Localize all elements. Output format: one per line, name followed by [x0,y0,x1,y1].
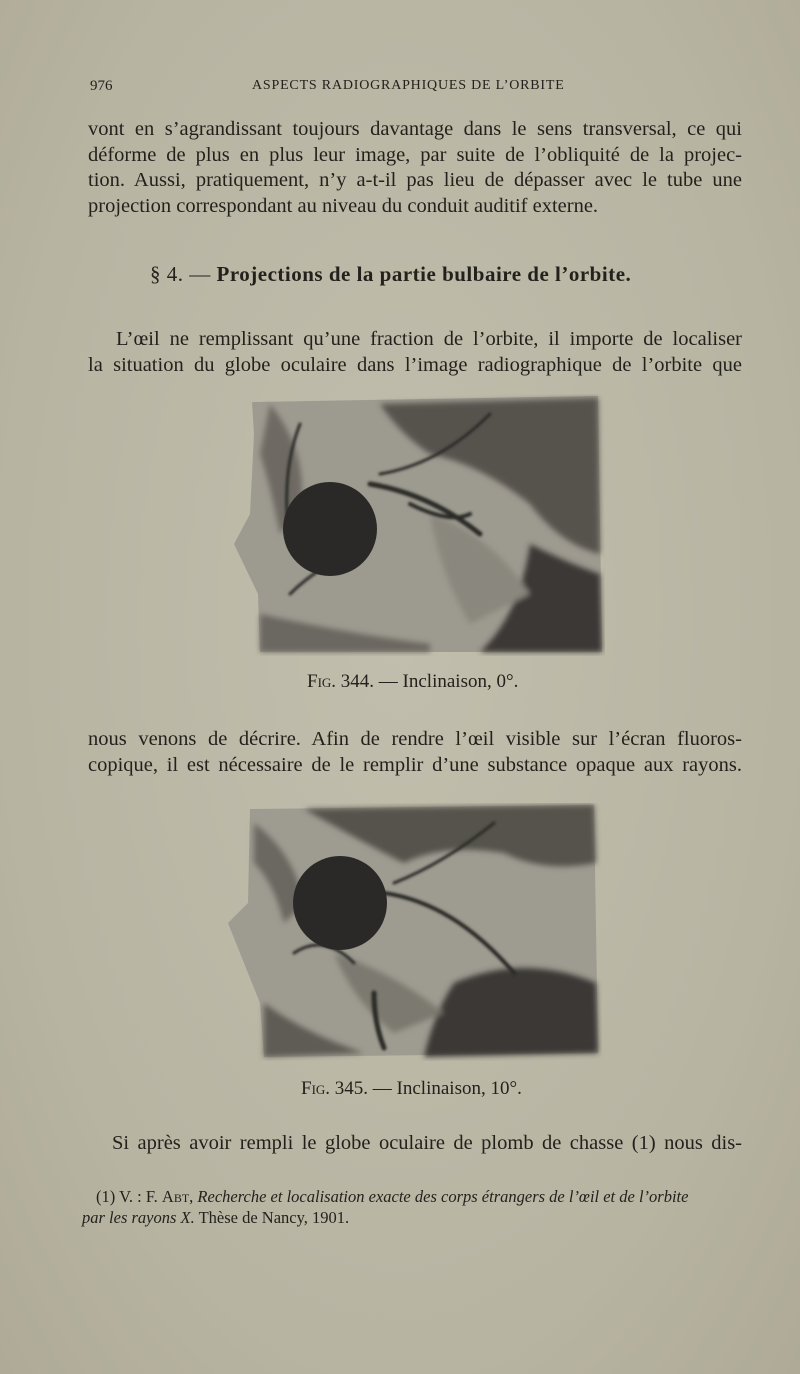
footnote [82,1186,742,1228]
text-line: Si après avoir rempli le globe oculaire de plomb de chasse (1) nous dis- [112,1132,742,1154]
caption-dash: — [368,1078,397,1099]
footnote-ref: (1) V. : F. [96,1187,162,1206]
footnote-author: Abt [161,1187,190,1206]
footnote-line [82,1207,742,1228]
text-line: déforme de plus en plus leur image, par suite de l’obliquité de la projec- [88,143,742,166]
footnote-title-cont: par les rayons X. [82,1208,195,1227]
running-title: ASPECTS RADIOGRAPHIQUES DE L’ORBITE [252,78,565,93]
figure-345-caption [301,1078,522,1100]
figure-label: Fig. 345. [301,1078,369,1099]
figure-345-radiograph [224,803,602,1066]
figure-344-radiograph [230,394,605,661]
page-number: 976 [90,78,113,94]
footnote-thesis: Thèse de Nancy, 1901. [194,1208,350,1227]
text-line: nous venons de décrire. Afin de rendre l’œil visible sur l’écran fluoros- [88,728,742,750]
caption-dash: — [374,671,403,692]
footnote-sep: , [189,1187,198,1206]
paragraph-3 [88,727,742,778]
section-number: § 4. — [150,262,211,286]
caption-text: Inclinaison, 0°. [402,671,519,692]
paragraph-1 [88,117,742,219]
text-line: L’œil ne remplissant qu’une fraction de l’orbite, il importe de localiser [116,328,742,350]
section-title: Projections de la partie bulbaire de l’orbite. [216,262,632,286]
text-line: la situation du globe oculaire dans l’image radiographique de l’orbite que [88,353,742,376]
figure-344-caption [307,671,518,693]
footnote-title: Recherche et localisation exacte des corps étrangers de l’œil et de l’orbite [197,1187,689,1206]
paragraph-4 [88,1131,742,1157]
figure-label: Fig. 344. [307,671,375,692]
text-line: tion. Aussi, pratiquement, n’y a-t-il pas lieu de dépasser avec le tube une [88,169,742,191]
section-heading [150,262,631,287]
page-header [90,78,742,100]
caption-text: Inclinaison, 10°. [396,1078,522,1099]
text-line: projection correspondant au niveau du conduit auditif externe. [88,194,599,217]
text-line: copique, il est nécessaire de le remplir d’une substance opaque aux rayons. [88,753,742,776]
text-line: vont en s’agrandissant toujours davantage dans le sens transversal, ce qui [88,118,742,140]
paragraph-2 [88,327,742,378]
footnote-line [82,1186,742,1207]
